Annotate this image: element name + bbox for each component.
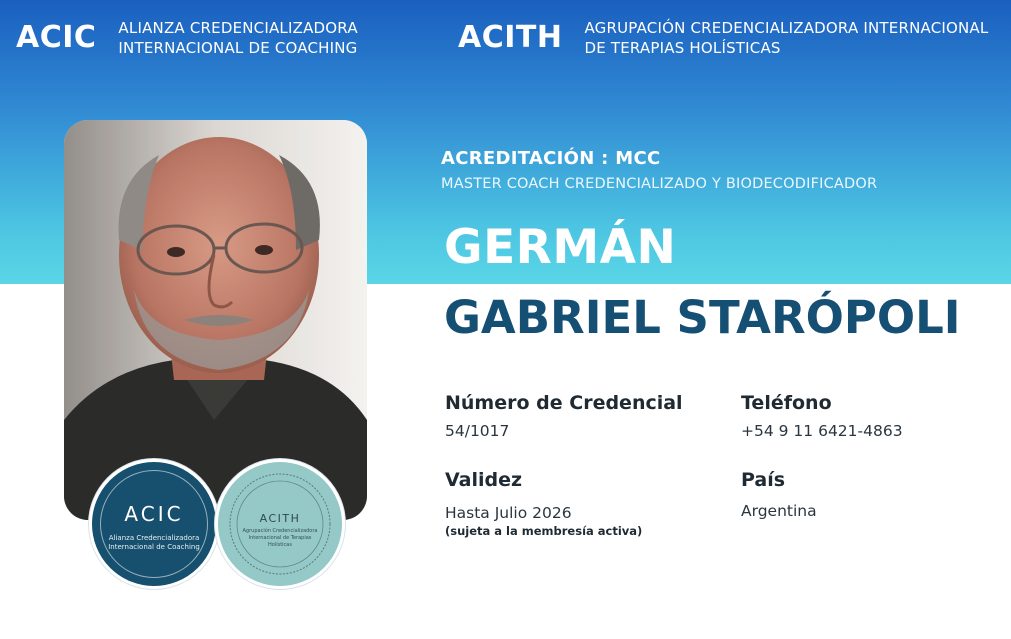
acith-seal-line1: Agrupación Credencializadora bbox=[242, 528, 318, 534]
credential-label: Número de Credencial bbox=[445, 392, 683, 414]
acith-seal-subtitle bbox=[240, 528, 320, 549]
org-acith-fullname bbox=[584, 18, 988, 58]
validity-value: Hasta Julio 2026 bbox=[445, 504, 572, 522]
last-name: GABRIEL STARÓPOLI bbox=[444, 291, 961, 344]
country-value: Argentina bbox=[741, 502, 817, 520]
country-label: País bbox=[741, 469, 786, 491]
acic-seal-line1: Alianza Credencializadora bbox=[108, 534, 200, 542]
accreditation-title: ACREDITACIÓN : MCC bbox=[441, 148, 661, 169]
credential-value: 54/1017 bbox=[445, 422, 510, 440]
validity-label: Validez bbox=[445, 469, 523, 491]
acic-seal-title: ACIC bbox=[124, 502, 184, 526]
acic-seal bbox=[89, 459, 219, 589]
org-acic-header bbox=[16, 18, 358, 58]
acith-seal-title: ACITH bbox=[259, 512, 301, 525]
first-name: GERMÁN bbox=[444, 220, 677, 275]
validity-note: (sujeta a la membresía activa) bbox=[445, 524, 643, 538]
org-acic-line2: INTERNACIONAL DE COACHING bbox=[118, 39, 358, 57]
phone-label: Teléfono bbox=[741, 392, 832, 414]
org-acith-header bbox=[458, 18, 988, 58]
phone-value: +54 9 11 6421-4863 bbox=[741, 422, 903, 440]
acic-seal-line2: Internacional de Coaching bbox=[108, 543, 200, 551]
org-acith-line1: AGRUPACIÓN CREDENCIALIZADORA INTERNACIONAL bbox=[584, 19, 989, 37]
org-acic-abbr: ACIC bbox=[16, 20, 97, 55]
acic-seal-subtitle bbox=[106, 534, 202, 552]
accreditation-description: MASTER COACH CREDENCIALIZADO Y BIODECODIFICADOR bbox=[441, 176, 878, 192]
org-acith-line2: DE TERAPIAS HOLÍSTICAS bbox=[584, 39, 781, 57]
org-acic-line1: ALIANZA CREDENCIALIZADORA bbox=[118, 19, 358, 37]
acith-seal bbox=[215, 459, 345, 589]
org-acith-abbr: ACITH bbox=[458, 20, 563, 55]
acith-seal-line2: Internacional de Terapias Holísticas bbox=[248, 535, 312, 548]
org-acic-fullname bbox=[118, 18, 357, 58]
